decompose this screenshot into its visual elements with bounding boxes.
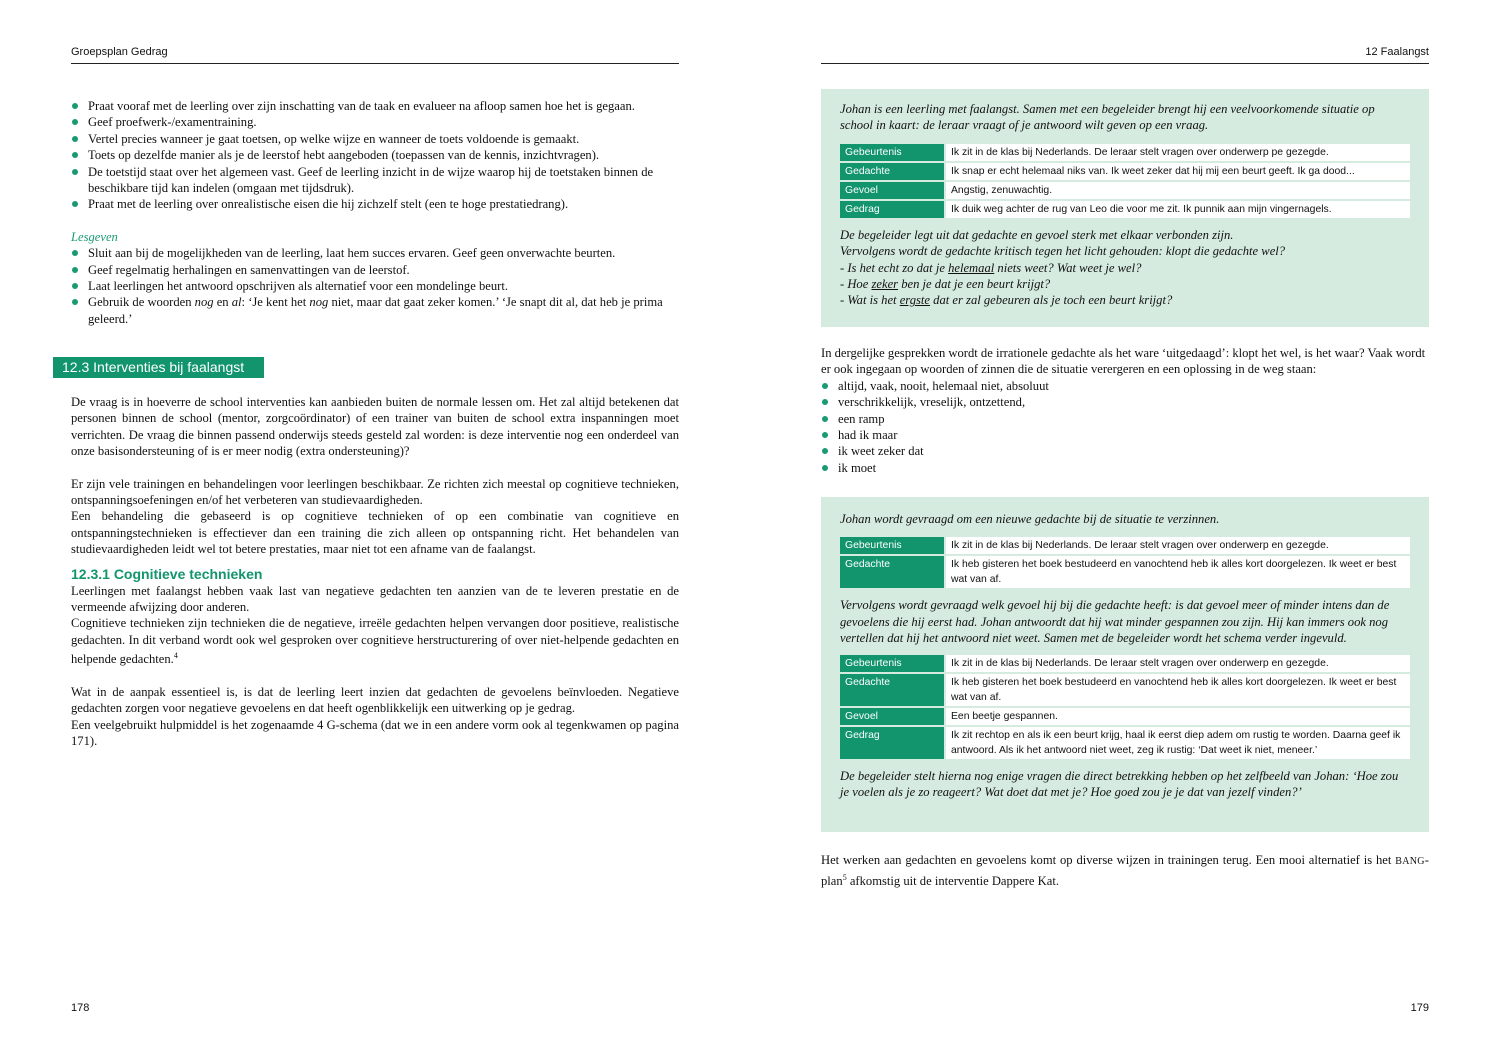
table-row xyxy=(840,727,1410,761)
left-body-lower xyxy=(71,394,679,750)
paragraph: Cognitieve technieken zijn technieken die de negatieve, irreële gedachten helpen vervangen door positieve, realistische gedachten. In dit verband wordt ook wel gesproken over cognitieve herstructurering of over niet-helpende gedachten en helpende gedachten.$^4$ xyxy=(71,616,679,667)
list-item: ik weet zeker dat xyxy=(821,443,1429,459)
question: - Hoe zeker ben je dat je een beurt krijgt? xyxy=(840,277,1051,292)
list-item: Toets op dezelfde manier als je de leerstof hebt aangeboden (toepassen van de kennis, inzichtvragen). xyxy=(71,147,679,163)
table-row xyxy=(840,201,1410,220)
table-row xyxy=(840,556,1410,590)
row-label: Gedachte xyxy=(840,163,946,182)
footnote-marker: 4 xyxy=(173,651,178,661)
paragraph: Er zijn vele trainingen en behandelingen voor leerlingen beschikbaar. Ze richten zich meestal op cognitieve technieken, ontspanningsoefeningen en/of het verbeteren van studievaardigheden. xyxy=(71,476,679,508)
box-text: De begeleider stelt hierna nog enige vragen die direct betrekking hebben op het zelfbeeld van Johan: ‘Hoe zou je voelen als je zo reageert? Wat doet dat met je? Hoe goed zou je je dat van jezelf vinden?’ xyxy=(840,768,1399,800)
row-label: Gebeurtenis xyxy=(840,537,946,556)
table-row xyxy=(840,655,1410,674)
box-text: De begeleider legt uit dat gedachte en gevoel sterk met elkaar verbonden zijn. xyxy=(840,227,1234,242)
paragraph: Leerlingen met faalangst hebben vaak last van negatieve gedachten ten aanzien van de te leveren prestatie en de vermeende afwijzing door anderen. xyxy=(71,583,679,615)
list-item: Geef regelmatig herhalingen en samenvattingen van de leerstof. xyxy=(71,262,679,278)
row-value: Een beetje gespannen. xyxy=(946,708,1410,727)
list-item: Gebruik de woorden nog en al: ‘Je kent het nog niet, maar dat gaat zeker komen.’ ‘Je snapt dit al, dat heb je prima geleerd.’ xyxy=(71,294,679,327)
list-item: altijd, vaak, nooit, helemaal niet, absoluut xyxy=(821,378,1429,394)
left-body xyxy=(71,98,679,327)
row-value: Angstig, zenuwachtig. xyxy=(946,182,1410,201)
list-item: De toetstijd staat over het algemeen vast. Geef de leerling inzicht in de wijze waarop hij de toetstaken binnen de beschikbare tijd kan indelen (omgaan met tijdsdruk). xyxy=(71,164,679,197)
right-body xyxy=(821,345,1429,476)
word-nog: nog xyxy=(194,295,214,310)
page-number: 179 xyxy=(1410,1002,1429,1014)
paragraph: Een veelgebruikt hulpmiddel is het zogenaamde 4 G-schema (dat we in een andere vorm ook al tegenkwamen op pagina 171). xyxy=(71,717,679,749)
list-item: Praat vooraf met de leerling over zijn inschatting van de taak en evalueer na afloop samen hoe het is gegaan. xyxy=(71,98,679,114)
bullet-list-words xyxy=(821,378,1429,476)
row-value: Ik zit rechtop en als ik een beurt krijg, haal ik eerst diep adem om rustig te worden. Daarna geef ik antwoord. Als ik het antwoord niet weet, zeg ik rustig: ‘Dat weet ik niet, meneer.’ xyxy=(946,727,1410,761)
paragraph: Een behandeling die gebaseerd is op cognitieve technieken of op een combinatie van cognitieve en ontspanningstechnieken is effectiever dan een training die zich alleen op ontspanning richt. Het behandelen van studievaardigheden leidt wel tot betere prestaties, maar niet tot een afname van de faalangst. xyxy=(71,509,679,557)
row-label: Gedachte xyxy=(840,556,946,590)
word-al: al xyxy=(231,295,242,310)
table-row xyxy=(840,144,1410,163)
list-item: Vertel precies wanneer je gaat toetsen, op welke wijze en wanneer de toets voldoende is gemaakt. xyxy=(71,131,679,147)
paragraph: De vraag is in hoeverre de school interventies kan aanbieden buiten de normale lessen om. Het zal altijd betekenen dat personen binnen de school (mentor, zorgcoördinator) of een trainer van buiten de school extra inspanningen moet verrichten. De vraag die binnen passend onderwijs steeds gesteld zal worden: is deze interventie nog een onderdeel van onze basisondersteuning of is er meer nodig (extra ondersteuning)? xyxy=(71,395,679,459)
right-page xyxy=(750,0,1500,1061)
row-value: Ik snap er echt helemaal niks van. Ik weet zeker dat hij mij een beurt geeft. Ik ga dood... xyxy=(946,163,1410,182)
row-value: Ik zit in de klas bij Nederlands. De leraar stelt vragen over onderwerp en gezegde. xyxy=(946,655,1410,674)
table-row xyxy=(840,163,1410,182)
page-number: 178 xyxy=(71,1002,90,1014)
four-g-table xyxy=(840,144,1410,220)
box-intro: Johan is een leerling met faalangst. Samen met een begeleider brengt hij een veelvoorkomende situatie op school in kaart: de leraar vraagt of je antwoord wilt geven op een vraag. xyxy=(840,102,1375,133)
box-intro: Johan wordt gevraagd om een nieuwe gedachte bij de situatie te verzinnen. xyxy=(840,512,1220,526)
table-row xyxy=(840,182,1410,201)
table-row xyxy=(840,708,1410,727)
row-label: Gedachte xyxy=(840,674,946,708)
section-heading: 12.3 Interventies bij faalangst xyxy=(53,357,264,378)
bullet-list-lesgeven xyxy=(71,245,679,327)
row-value: Ik heb gisteren het boek bestudeerd en vanochtend heb ik alles kort doorgelezen. Ik weet er best wat van af. xyxy=(946,556,1410,590)
list-item: een ramp xyxy=(821,411,1429,427)
paragraph: Wat in de aanpak essentieel is, is dat de leerling leert inzien dat gedachten de gevoelens beïnvloeden. Negatieve gedachten zorgen voor negatieve gevoelens en dat heeft ogenblikkelijk een uitwerking op je gedrag. xyxy=(71,684,679,716)
list-item: Geef proefwerk-/examentraining. xyxy=(71,114,679,130)
row-label: Gevoel xyxy=(840,182,946,201)
table-row xyxy=(840,537,1410,556)
header-rule xyxy=(821,63,1429,64)
bullet-list-toetsen xyxy=(71,98,679,213)
example-box-2 xyxy=(821,497,1429,832)
running-head: Groepsplan Gedrag xyxy=(71,46,168,58)
paragraph: In dergelijke gesprekken wordt de irrationele gedachte als het ware ‘uitgedaagd’: klopt het wel, is het waar? Vaak wordt er ook ingegaan op woorden of zinnen die de situatie verergeren en een oplossing in de weg staan: xyxy=(821,346,1426,377)
subsection-heading: 12.3.1 Cognitieve technieken xyxy=(71,565,263,582)
question: - Is het echt zo dat je helemaal niets weet? Wat weet je wel? xyxy=(840,260,1142,275)
box-text: Vervolgens wordt gevraagd welk gevoel hij bij die gedachte heeft: is dat gevoel meer of minder intens dan de gevoelens die hij eerst had. Johan antwoordt dat hij wat minder gespannen zou zijn. Hij kan immers ook nog vertellen dat hij het antwoord niet weet. Samen met de begeleider wordt het schema verder ingevuld. xyxy=(840,598,1390,646)
running-head: 12 Faalangst xyxy=(1365,46,1429,58)
list-item: ik moet xyxy=(821,460,1429,476)
footnote-marker: 5 xyxy=(842,873,847,883)
row-value: Ik heb gisteren het boek bestudeerd en vanochtend heb ik alles kort doorgelezen. Ik weet er best wat van af. xyxy=(946,674,1410,708)
row-label: Gebeurtenis xyxy=(840,655,946,674)
box-text: Vervolgens wordt de gedachte kritisch tegen het licht gehouden: klopt die gedachte wel? xyxy=(840,244,1286,259)
list-item: Laat leerlingen het antwoord opschrijven als alternatief voor een mondelinge beurt. xyxy=(71,278,679,294)
word-nog: nog xyxy=(309,295,329,310)
row-value: Ik zit in de klas bij Nederlands. De leraar stelt vragen over onderwerp pe gezegde. xyxy=(946,144,1410,163)
list-item: had ik maar xyxy=(821,427,1429,443)
list-item: Sluit aan bij de mogelijkheden van de leerling, laat hem succes ervaren. Geef geen onverwachte beurten. xyxy=(71,245,679,261)
row-value: Ik duik weg achter de rug van Leo die voor me zit. Ik punnik aan mijn vingernagels. xyxy=(946,201,1410,220)
list-item: Praat met de leerling over onrealistische eisen die hij zichzelf stelt (een te hoge prestatiedrang). xyxy=(71,196,679,212)
closing-paragraph xyxy=(821,852,1429,890)
row-value: Ik zit in de klas bij Nederlands. De leraar stelt vragen over onderwerp en gezegde. xyxy=(946,537,1410,556)
four-g-table xyxy=(840,537,1410,590)
acronym: BANG xyxy=(1395,856,1425,867)
row-label: Gevoel xyxy=(840,708,946,727)
row-label: Gebeurtenis xyxy=(840,144,946,163)
table-row xyxy=(840,674,1410,708)
lesgeven-heading: Lesgeven xyxy=(71,229,118,244)
example-box-1 xyxy=(821,89,1429,327)
row-label: Gedrag xyxy=(840,201,946,220)
list-item: verschrikkelijk, vreselijk, ontzettend, xyxy=(821,394,1429,410)
paragraph: Het werken aan gedachten en gevoelens komt op diverse wijzen in trainingen terug. Een mooi alternatief is het BANG-plan$^5$ afkomstig uit de interventie Dappere Kat. xyxy=(821,853,1429,889)
row-label: Gedrag xyxy=(840,727,946,761)
header-rule xyxy=(71,63,679,64)
four-g-table xyxy=(840,655,1410,761)
question: - Wat is het ergste dat er zal gebeuren als je toch een beurt krijgt? xyxy=(840,293,1173,308)
